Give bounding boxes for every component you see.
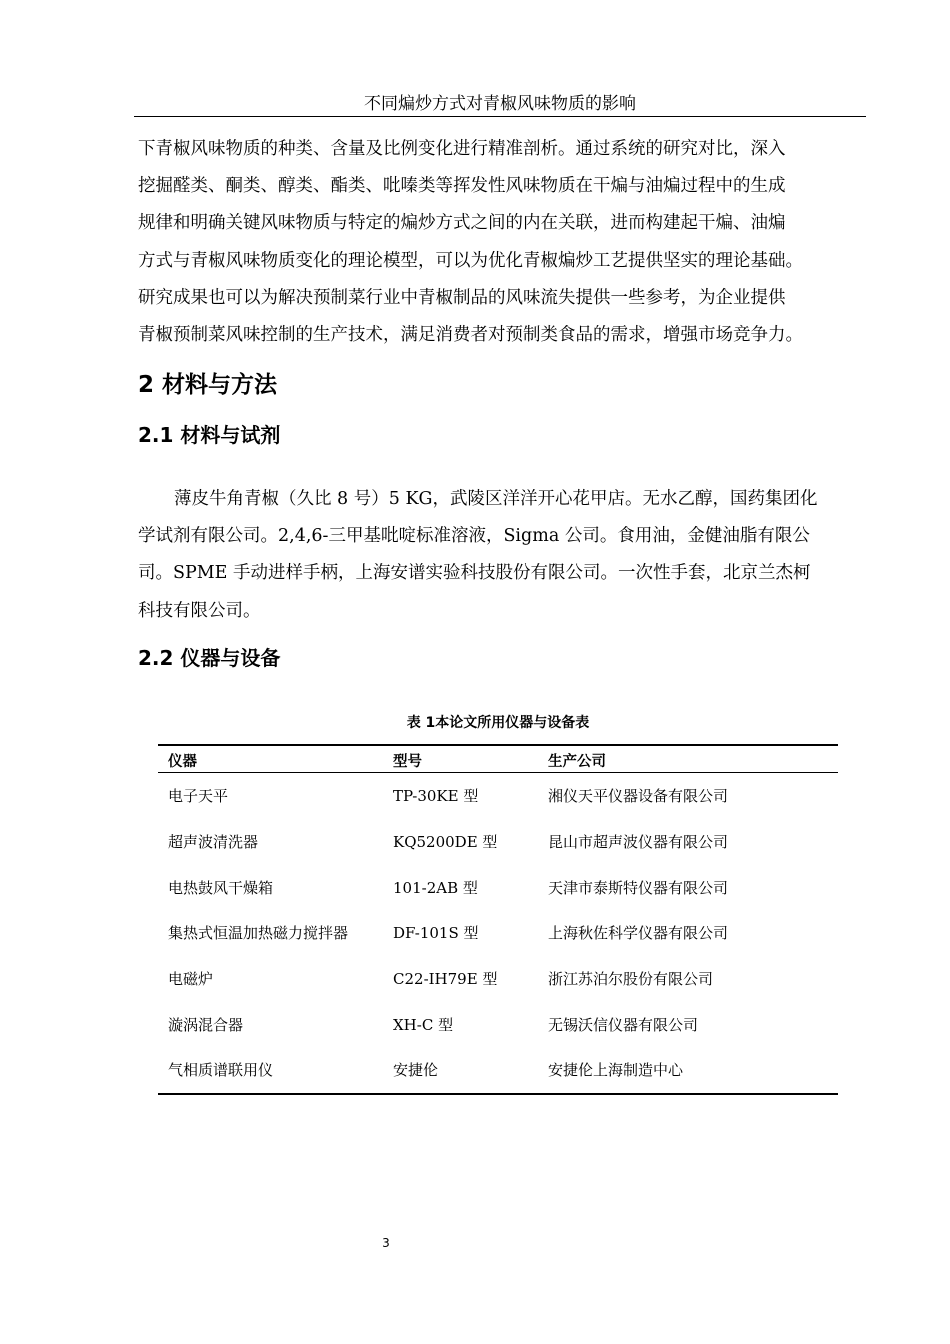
cell-manufacturer: 湘仪天平仪器设备有限公司	[548, 787, 729, 806]
cell-model: 安捷伦	[393, 1047, 548, 1094]
materials-line: 科技有限公司。	[138, 600, 261, 621]
header-instrument: 仪器	[158, 745, 393, 773]
materials-paragraph	[138, 481, 868, 630]
intro-line: 下青椒风味物质的种类、含量及比例变化进行精准剖析。通过系统的研究对比，深入	[138, 139, 786, 159]
cell-instrument: 电子天平	[168, 787, 229, 806]
section-heading-2-2: 2.2 仪器与设备	[138, 646, 281, 670]
cell-instrument: 漩涡混合器	[168, 1015, 244, 1034]
cell-model: C22-IH79E 型	[393, 970, 498, 989]
cell-instrument: 电热鼓风干燥箱	[168, 878, 274, 897]
intro-line: 青椒预制菜风味控制的生产技术，满足消费者对预制类食品的需求，增强市场竞争力。	[138, 325, 803, 346]
cell-model: XH-C 型	[393, 1015, 454, 1034]
table-header-row	[158, 745, 838, 773]
cell-instrument: 集热式恒温加热磁力搅拌器	[168, 924, 349, 943]
cell-instrument: 电磁炉	[168, 970, 214, 989]
intro-line: 规律和明确关键风味物质与特定的煸炒方式之间的内在关联，进而构建起干煸、油煸	[138, 213, 786, 234]
running-header: 不同煸炒方式对青椒风味物质的影响	[364, 94, 636, 114]
cell-instrument: 超声波清洗器	[168, 833, 259, 852]
intro-paragraph	[138, 131, 868, 354]
cell-manufacturer: 昆山市超声波仪器有限公司	[548, 833, 729, 852]
table-row	[158, 864, 838, 910]
header-manufacturer: 生产公司	[548, 745, 838, 773]
cell-manufacturer: 浙江苏泊尔股份有限公司	[548, 970, 714, 989]
cell-model: KQ5200DE 型	[393, 833, 498, 852]
table-row	[158, 956, 838, 1002]
header-model: 型号	[393, 745, 548, 773]
materials-line: 学试剂有限公司。2,4,6-三甲基吡啶标准溶液，Sigma 公司。食用油，金健油脂有限公	[138, 526, 810, 547]
section-heading-2: 2 材料与方法	[138, 372, 278, 398]
materials-line: 司。SPME 手动进样手柄，上海安谱实验科技股份有限公司。一次性手套，北京兰杰柯	[138, 563, 811, 584]
materials-line: 薄皮牛角青椒（久比 8 号）5 KG，武陵区洋洋开心花甲店。无水乙醇，国药集团化	[174, 489, 818, 509]
cell-model: TP-30KE 型	[393, 787, 479, 806]
cell-instrument: 气相质谱联用仪	[158, 1047, 393, 1094]
section-heading-2-1: 2.1 材料与试剂	[138, 423, 281, 447]
table-row	[158, 773, 838, 819]
table-row	[158, 1001, 838, 1047]
cell-manufacturer: 天津市泰斯特仪器有限公司	[548, 878, 729, 897]
cell-manufacturer: 上海秋佐科学仪器有限公司	[548, 924, 729, 943]
table-row	[158, 1047, 838, 1094]
cell-model: 101-2AB 型	[393, 878, 478, 897]
page-number: 3	[382, 1236, 390, 1250]
intro-line: 研究成果也可以为解决预制菜行业中青椒制品的风味流失提供一些参考，为企业提供	[138, 287, 786, 308]
intro-line: 方式与青椒风味物质变化的理论模型，可以为优化青椒煸炒工艺提供坚实的理论基础。	[138, 250, 803, 271]
equipment-table	[158, 744, 838, 1095]
cell-manufacturer: 安捷伦上海制造中心	[548, 1047, 838, 1094]
table-row	[158, 910, 838, 956]
table-row	[158, 819, 838, 865]
table-caption: 表 1本论文所用仪器与设备表	[406, 715, 590, 731]
cell-manufacturer: 无锡沃信仪器有限公司	[548, 1015, 699, 1034]
intro-line: 挖掘醛类、酮类、醇类、酯类、吡嗪类等挥发性风味物质在干煸与油煸过程中的生成	[138, 176, 786, 197]
header-rule	[134, 116, 866, 117]
cell-model: DF-101S 型	[393, 924, 479, 943]
